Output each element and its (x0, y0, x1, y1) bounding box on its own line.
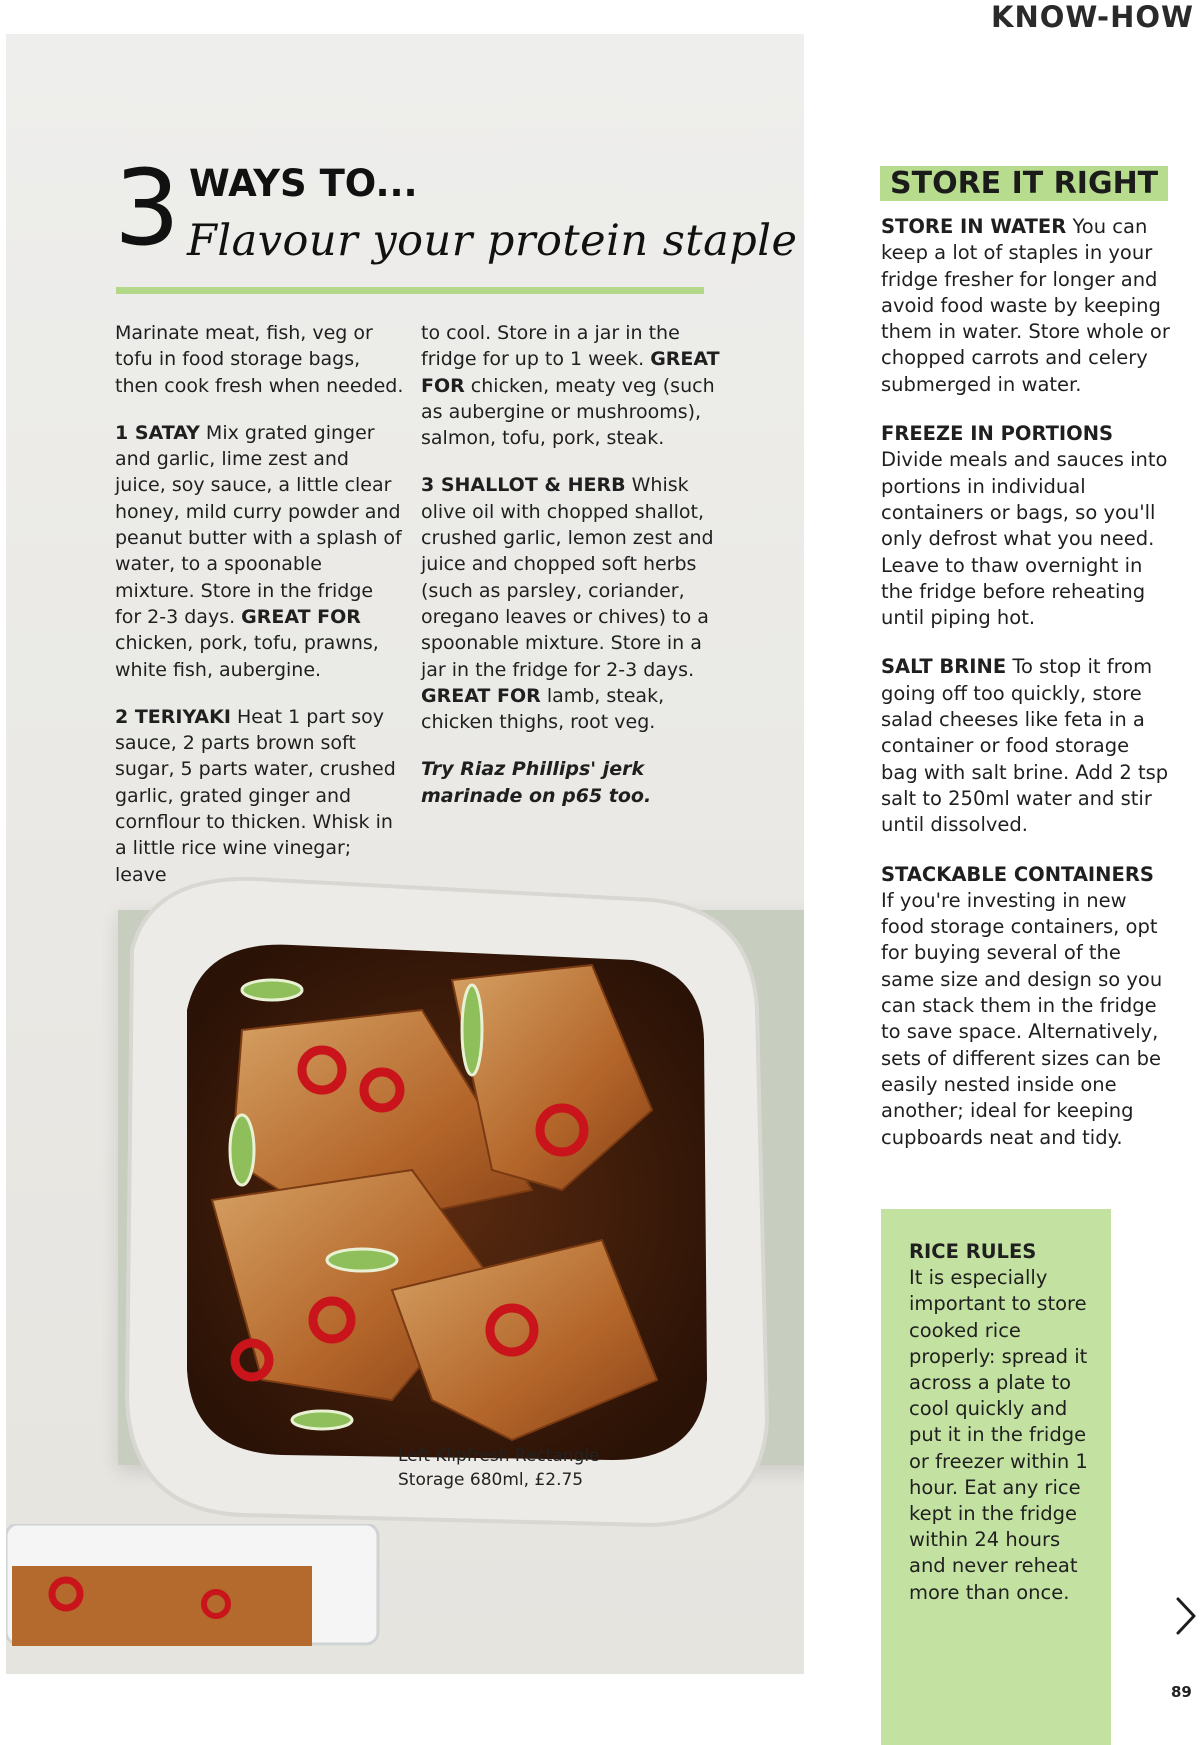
rice-rules-box (881, 1209, 1111, 1745)
marinade-body: Whisk olive oil with chopped shallot, crushed garlic, lemon zest and juice and chopped soft herbs (such as parsley, coriander, oregano leaves or chives) to a spoonable mixture. Store in a jar in the fridge for 2-3 days. (421, 474, 714, 681)
caption-prefix: Left (398, 1446, 436, 1466)
rice-rules-text (909, 1239, 1094, 1606)
tip-title: STACKABLE CONTAINERS (881, 862, 1154, 886)
marinade-body-part1: Heat 1 part soy sauce, 2 parts brown soft sugar, 5 parts water, crushed garlic, grated ginger and cornflour to thicken. Whisk in a little rice wine vinegar; leave (115, 705, 396, 886)
caption-product: Klipfresh Rectangle Storage 680ml, £2.75 (398, 1446, 600, 1490)
recipe-panel (6, 34, 804, 1674)
tip-title: FREEZE IN PORTIONS (881, 422, 1114, 446)
rice-rules-title: RICE RULES (909, 1240, 1037, 1263)
tip-title: SALT BRINE (881, 655, 1007, 679)
text-column-2 (421, 320, 721, 830)
great-for-label: GREAT FOR (241, 605, 361, 628)
tip-body: If you're investing in new food storage containers, opt for buying several of the same size and design so you can stack them in the fridge to save space. Alternatively, sets of different sizes can be easily nested inside one another; ideal for keeping cupboards neat and tidy. (881, 888, 1163, 1149)
title-number: 3 (114, 147, 181, 269)
tip-store-in-water (881, 214, 1171, 398)
storage-container-photo (6, 1524, 386, 1674)
tip-body: Divide meals and sauces into portions in individual containers or bags, so you'll only defrost what you need. Leave to thaw overnight in the fridge before reheating until piping hot. (881, 448, 1168, 630)
title-line2: Flavour your protein staple (187, 216, 798, 266)
marinade-title: 1 SATAY (115, 421, 200, 444)
text-column-1 (115, 320, 405, 909)
store-it-right-heading: STORE IT RIGHT (880, 166, 1168, 201)
intro-text: Marinate meat, fish, veg or tofu in food storage bags, then cook fresh when needed. (115, 322, 404, 397)
cross-reference-note: Try Riaz Phillips' jerk marinade on p65 too. (421, 758, 652, 807)
section-tag: KNOW-HOW (990, 0, 1194, 34)
great-for-label: GREAT FOR (421, 684, 541, 707)
tip-title: STORE IN WATER (881, 215, 1067, 238)
page-number: 89 (1171, 1683, 1192, 1701)
rice-rules-body: It is especially important to store cooked rice properly: spread it across a plate to cool quickly and put it in the fridge or freezer within 1 hour. Eat any rice kept in the fridge within 24 hours and never reheat more than once. (909, 1266, 1088, 1604)
tip-stackable-containers (881, 862, 1171, 1151)
marinade-satay (115, 420, 405, 683)
great-for-text: chicken, pork, tofu, prawns, white fish, aubergine. (115, 632, 379, 681)
marinade-body: Mix grated ginger and garlic, lime zest and juice, soy sauce, a little clear honey, mild curry powder and peanut butter with a splash of water, to a spoonable mixture. Store in the fridge for 2-3 days. (115, 421, 402, 628)
tip-body: You can keep a lot of staples in your fridge fresher for longer and avoid food waste by keeping them in water. Store whole or chopped carrots and celery submerged in water. (881, 215, 1170, 396)
tip-salt-brine (881, 654, 1171, 838)
storage-tips (881, 214, 1171, 1174)
marinade-shallot-herb (421, 472, 721, 735)
product-caption (398, 1444, 658, 1492)
tip-body: To stop it from going off too quickly, store salad cheeses like feta in a container or food storage bag with salt brine. Add 2 tsp salt to 250ml water and stir until dissolved. (881, 655, 1169, 837)
great-for-label: GREAT FOR (421, 348, 720, 397)
marinade-body-part2: to cool. Store in a jar in the fridge for up to 1 week. (421, 322, 680, 371)
marinade-title: 3 SHALLOT & HERB (421, 474, 626, 497)
great-for-text: chicken, meaty veg (such as aubergine or mushrooms), salmon, tofu, pork, steak. (421, 374, 715, 450)
marinade-teriyaki-cont (421, 320, 721, 451)
title-divider (116, 287, 704, 294)
tip-freeze-in-portions (881, 421, 1171, 631)
marinade-title: 2 TERIYAKI (115, 705, 231, 728)
chevron-right-icon[interactable] (1175, 1596, 1197, 1636)
great-for-text: lamb, steak, chicken thighs, root veg. (421, 684, 665, 734)
title-line1: WAYS TO... (189, 162, 418, 205)
